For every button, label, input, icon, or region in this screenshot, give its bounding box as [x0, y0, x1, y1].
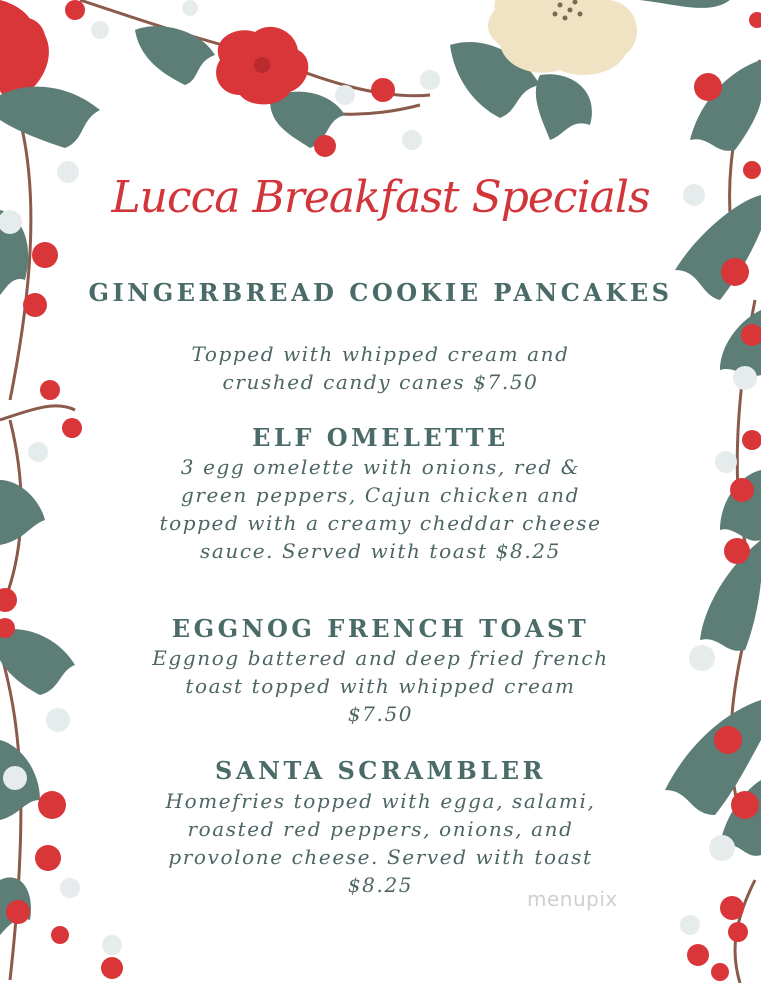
item-description-elf-omelette: 3 egg omelette with onions, red & green peppers, Cajun chicken and topped with a creamy cheddar cheese sauce. Served with toast $8.25 [159, 455, 602, 563]
item-description-gingerbread-pancakes: Topped with whipped cream and crushed candy canes $7.50 [191, 342, 570, 394]
item-name-eggnog-french-toast: EGGNOG FRENCH TOAST [171, 614, 590, 643]
menupix-watermark: menupix [527, 887, 618, 911]
item-description-eggnog-french-toast: Eggnog battered and deep fried french toast topped with whipped cream $7.50 [152, 646, 609, 726]
item-name-elf-omelette: ELF OMELETTE [252, 423, 509, 452]
top-garland [0, 0, 761, 157]
item-name-gingerbread-pancakes: GINGERBREAD COOKIE PANCAKES [88, 278, 673, 307]
item-name-santa-scrambler: SANTA SCRAMBLER [215, 756, 546, 785]
menu-title: Lucca Breakfast Specials [111, 172, 650, 223]
item-description-santa-scrambler: Homefries topped with egga, salami, roasted red peppers, onions, and provolone cheese. Served with toast $8.25 [165, 789, 596, 897]
